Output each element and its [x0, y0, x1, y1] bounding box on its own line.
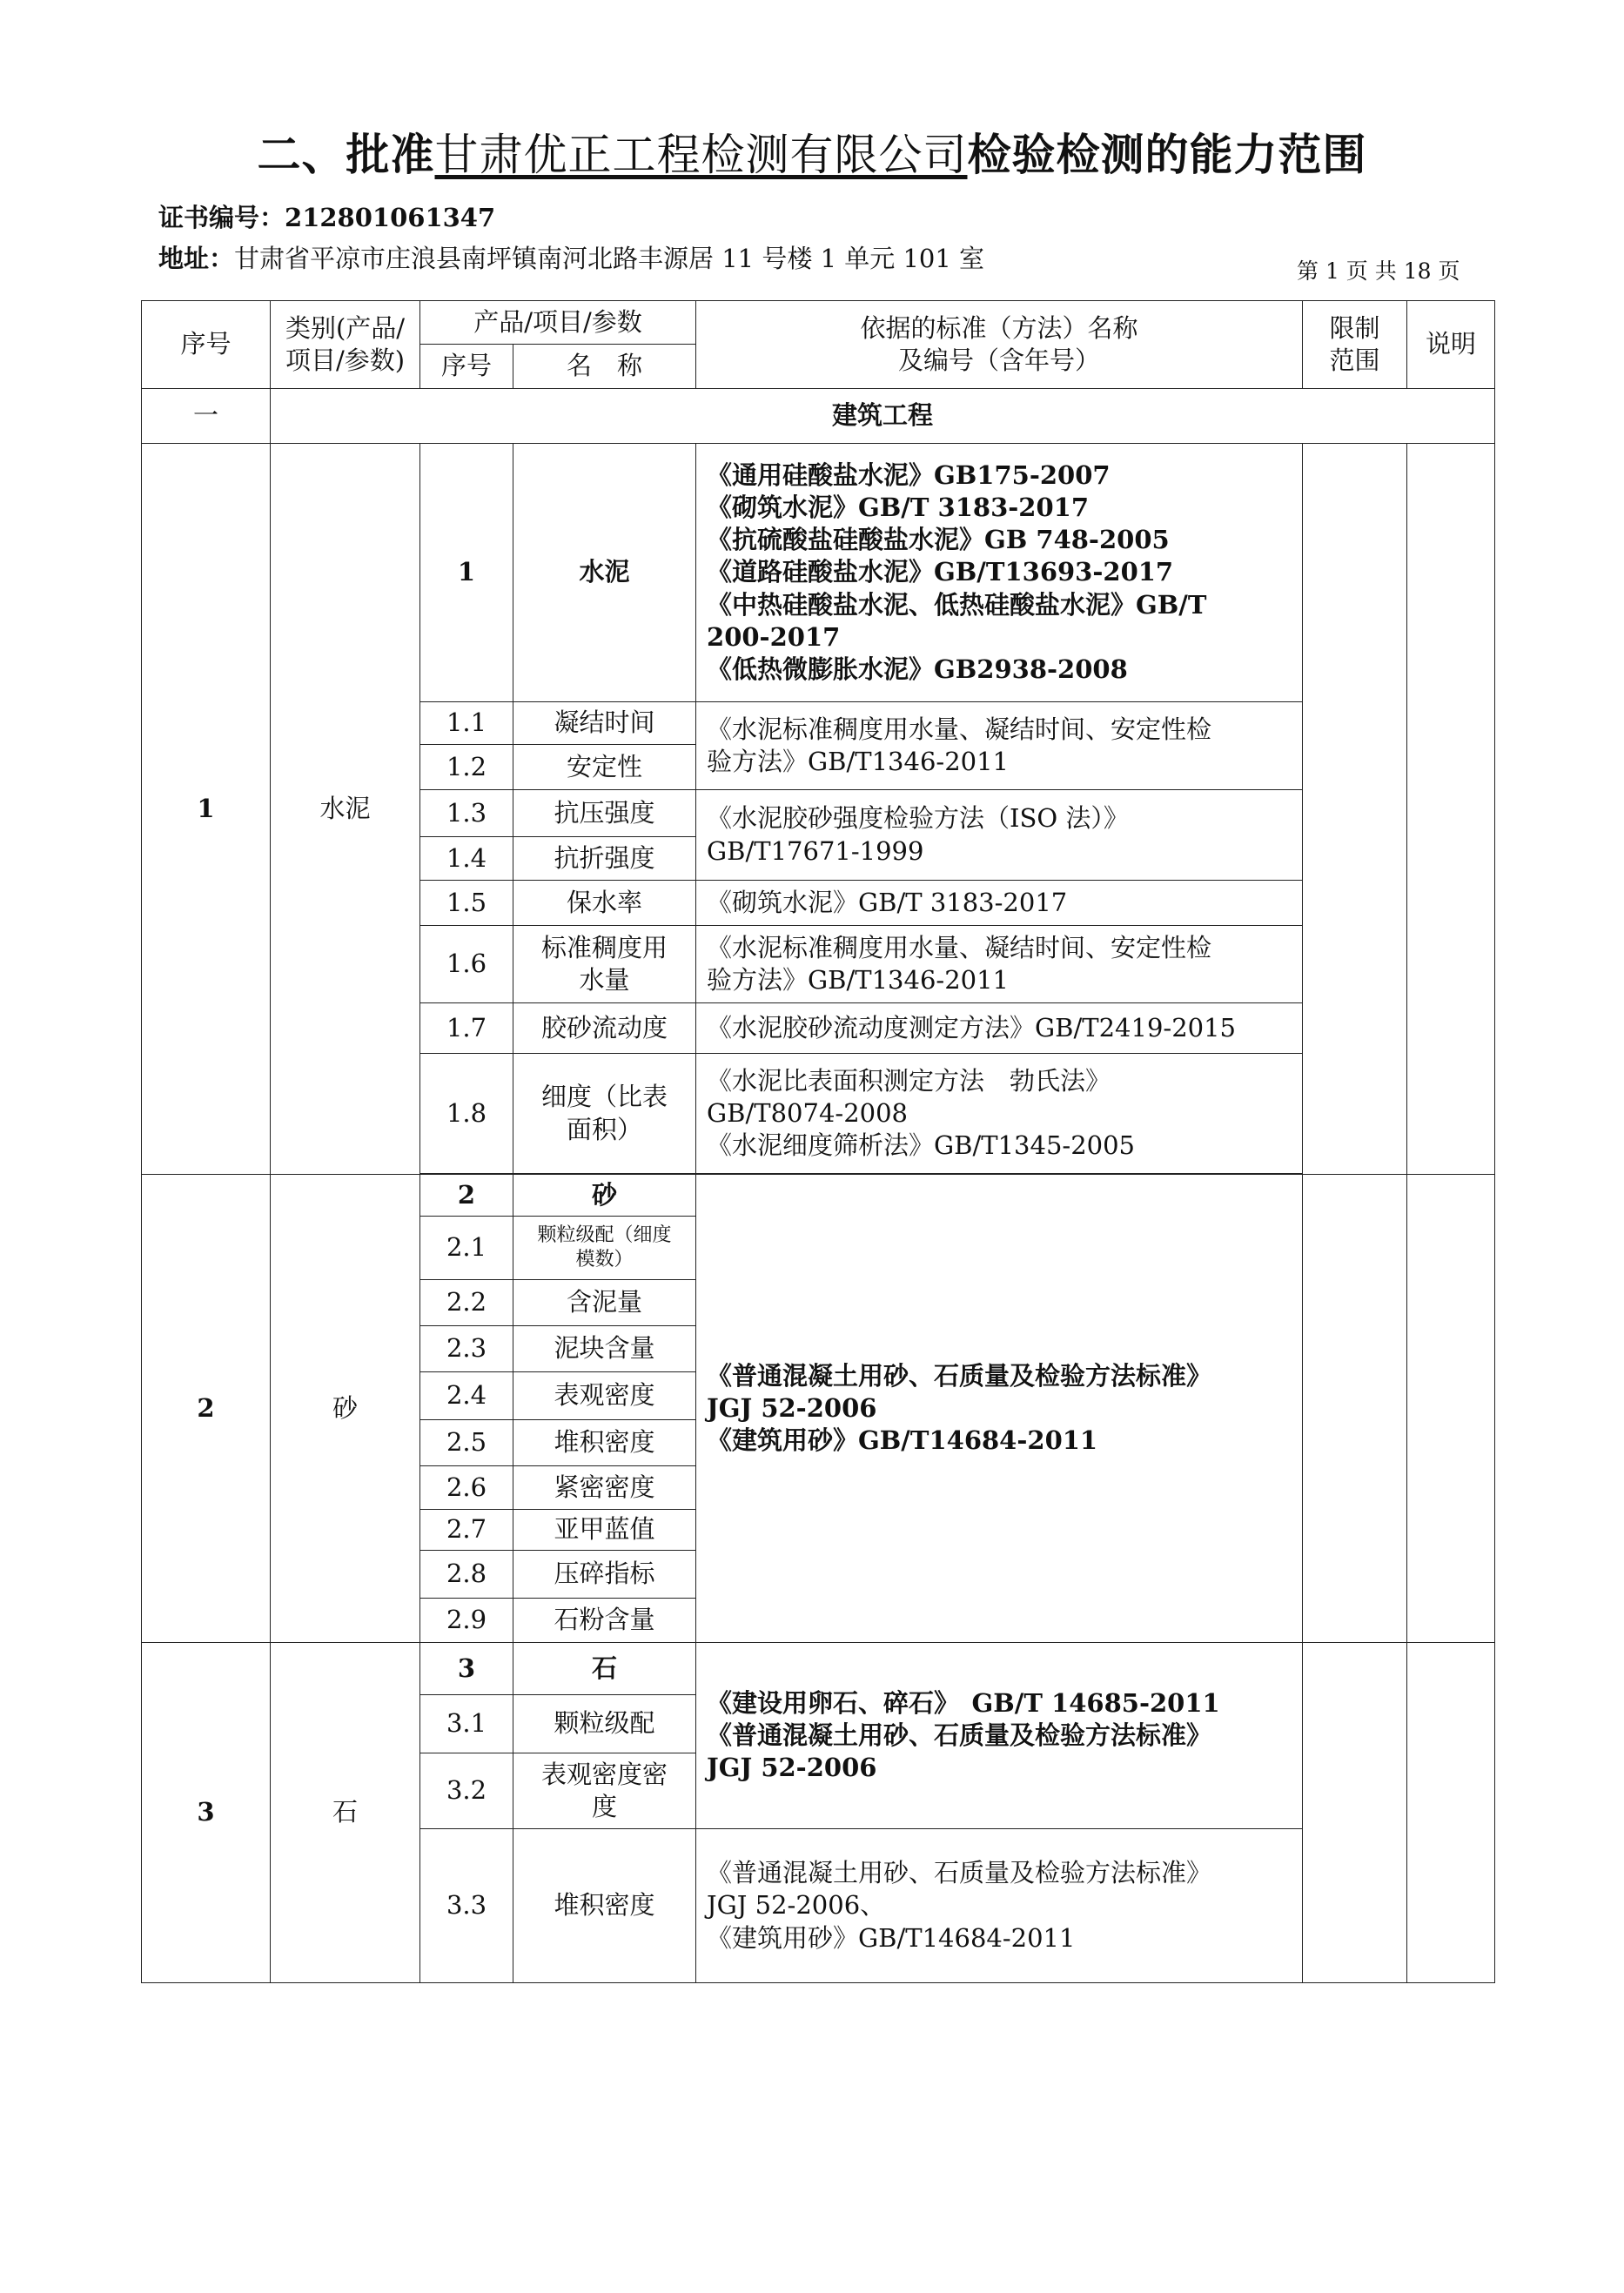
table-row: [142, 444, 1495, 702]
standard-cell: 《建设用卵石、碎石》 GB/T 14685-2011 《普通混凝土用砂、石质量及检验方法标准》 JGJ 52-2006: [696, 1643, 1303, 1829]
section-name: 建筑工程: [271, 389, 1495, 444]
item-name: 含泥量: [513, 1280, 696, 1326]
item-seq: 2.4: [420, 1372, 513, 1420]
standard-cell: 《水泥标准稠度用水量、凝结时间、安定性检 验方法》GB/T1346-2011: [696, 926, 1303, 1003]
item-name: 细度（比表 面积）: [513, 1054, 696, 1174]
group-category: 石: [271, 1643, 420, 1983]
capability-table: [141, 300, 1495, 1983]
section-row: [142, 389, 1495, 444]
item-seq: 3.3: [420, 1829, 513, 1983]
page-number: 第 1 页 共 18 页: [1297, 258, 1460, 284]
item-name: 抗压强度: [513, 790, 696, 837]
page-title: [0, 120, 1624, 183]
note-cell: [1407, 1643, 1495, 1983]
item-seq: 1: [420, 444, 513, 702]
header-seq: 序号: [142, 301, 271, 389]
standard-cell: 《砌筑水泥》GB/T 3183-2017: [696, 881, 1303, 926]
item-name: 压碎指标: [513, 1551, 696, 1599]
header-sub-seq: 序号: [420, 345, 513, 389]
standard-cell: 《普通混凝土用砂、石质量及检验方法标准》 JGJ 52-2006 《建筑用砂》GB/T14684-2011: [696, 1175, 1303, 1643]
item-name: 水泥: [513, 444, 696, 702]
standard-cell: 《水泥胶砂流动度测定方法》GB/T2419-2015: [696, 1003, 1303, 1054]
standard-cell: 《水泥胶砂强度检验方法（ISO 法）》 GB/T17671-1999: [696, 790, 1303, 881]
item-seq: 2: [420, 1175, 513, 1217]
item-name: 堆积密度: [513, 1420, 696, 1466]
address: [158, 239, 984, 275]
standard-cell: 《水泥标准稠度用水量、凝结时间、安定性检 验方法》GB/T1346-2011: [696, 702, 1303, 790]
item-seq: 2.3: [420, 1326, 513, 1372]
item-name: 保水率: [513, 881, 696, 926]
item-name: 堆积密度: [513, 1829, 696, 1983]
title-company: 甘肃优正工程检测有限公司: [434, 130, 968, 180]
address-label: 地址：: [158, 244, 235, 273]
group-seq: 3: [142, 1643, 271, 1983]
limit-cell: [1303, 1643, 1407, 1983]
item-seq: 1.5: [420, 881, 513, 926]
item-seq: 2.5: [420, 1420, 513, 1466]
header-category: 类别(产品/ 项目/参数): [271, 301, 420, 389]
item-name: 颗粒级配: [513, 1695, 696, 1753]
section-seq: 一: [142, 389, 271, 444]
address-value: 甘肃省平凉市庄浪县南坪镇南河北路丰源居 11 号楼 1 单元 101 室: [234, 244, 985, 273]
item-seq: 3.2: [420, 1753, 513, 1829]
item-seq: 3.1: [420, 1695, 513, 1753]
standard-cell: 《普通混凝土用砂、石质量及检验方法标准》 JGJ 52-2006、 《建筑用砂》GB/T14684-2011: [696, 1829, 1303, 1983]
standard-cell: 《水泥比表面积测定方法 勃氏法》 GB/T8074-2008 《水泥细度筛析法》GB/T1345-2005: [696, 1054, 1303, 1174]
item-seq: 1.1: [420, 702, 513, 745]
header-name: 名 称: [513, 345, 696, 389]
standard-cell: 《通用硅酸盐水泥》GB175-2007 《砌筑水泥》GB/T 3183-2017 《抗硫酸盐硅酸盐水泥》GB 748-2005 《道路硅酸盐水泥》GB/T13693-2017 《中热硅酸盐水泥、低热硅酸盐水泥》GB/T 200-2017 《低热微膨胀水泥》GB2938-2008: [696, 444, 1303, 702]
item-seq: 1.3: [420, 790, 513, 837]
item-name: 颗粒级配（细度 模数）: [513, 1217, 696, 1280]
group-category: 水泥: [271, 444, 420, 1175]
group-category: 砂: [271, 1175, 420, 1643]
item-seq: 2.8: [420, 1551, 513, 1599]
table-row: [142, 1643, 1495, 1695]
limit-cell: [1303, 444, 1407, 1175]
item-name: 表观密度: [513, 1372, 696, 1420]
note-cell: [1407, 1175, 1495, 1643]
certificate-value: 212801061347: [285, 203, 496, 232]
header-row: [142, 301, 1495, 345]
item-name: 标准稠度用 水量: [513, 926, 696, 1003]
header-standard: 依据的标准（方法）名称 及编号（含年号）: [696, 301, 1303, 389]
item-seq: 1.4: [420, 837, 513, 881]
table-row: [142, 1175, 1495, 1217]
note-cell: [1407, 444, 1495, 1175]
certificate-label: 证书编号：: [158, 203, 285, 232]
item-name: 亚甲蓝值: [513, 1510, 696, 1551]
item-seq: 2.6: [420, 1466, 513, 1510]
item-name: 抗折强度: [513, 837, 696, 881]
title-suffix: 检验检测的能力范围: [967, 130, 1367, 180]
item-name: 泥块含量: [513, 1326, 696, 1372]
limit-cell: [1303, 1175, 1407, 1643]
header-limit: 限制 范围: [1303, 301, 1407, 389]
item-seq: 2.2: [420, 1280, 513, 1326]
item-name: 安定性: [513, 745, 696, 790]
certificate-number: [158, 198, 495, 234]
item-seq: 2.1: [420, 1217, 513, 1280]
item-seq: 3: [420, 1643, 513, 1695]
item-name: 砂: [513, 1175, 696, 1217]
header-note: 说明: [1407, 301, 1495, 389]
item-seq: 2.9: [420, 1599, 513, 1643]
item-name: 凝结时间: [513, 702, 696, 745]
item-seq: 1.8: [420, 1054, 513, 1174]
item-name: 石粉含量: [513, 1599, 696, 1643]
item-name: 紧密密度: [513, 1466, 696, 1510]
item-seq: 1.2: [420, 745, 513, 790]
title-prefix: 二、批准: [257, 130, 435, 180]
group-seq: 1: [142, 444, 271, 1175]
item-seq: 1.6: [420, 926, 513, 1003]
item-seq: 1.7: [420, 1003, 513, 1054]
item-name: 表观密度密 度: [513, 1753, 696, 1829]
group-seq: 2: [142, 1175, 271, 1643]
item-name: 胶砂流动度: [513, 1003, 696, 1054]
header-product-group: 产品/项目/参数: [420, 301, 696, 345]
item-name: 石: [513, 1643, 696, 1695]
item-seq: 2.7: [420, 1510, 513, 1551]
